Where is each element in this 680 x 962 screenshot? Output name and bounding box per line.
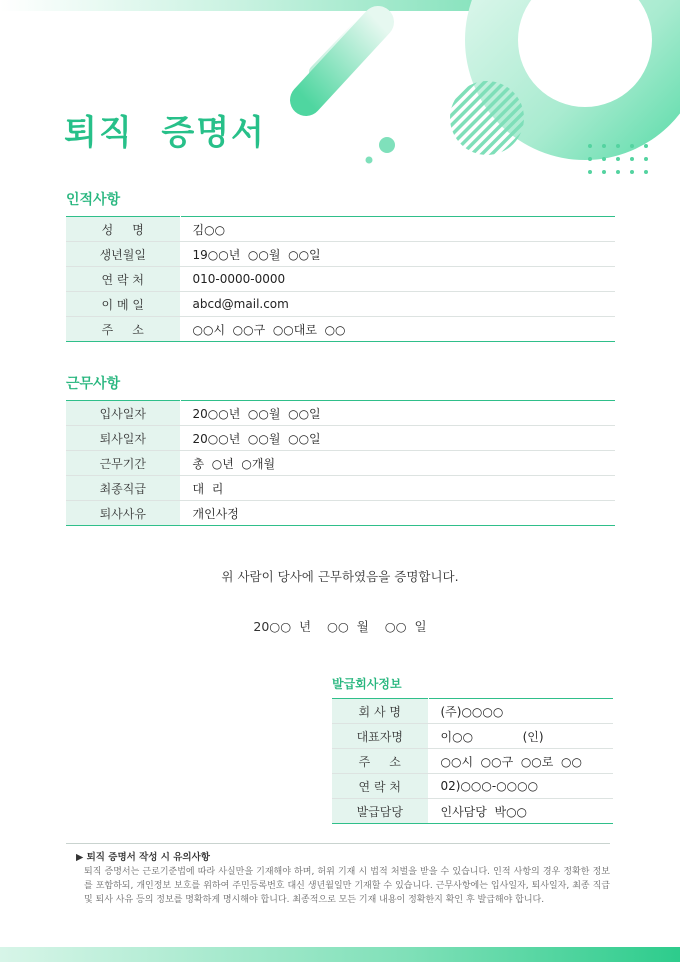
issuer-section-title: 발급회사정보	[332, 677, 402, 691]
row-label: 대표자명	[332, 724, 428, 749]
row-value: ○○시 ○○구 ○○대로 ○○	[180, 317, 615, 342]
table-row	[66, 242, 615, 267]
ring-shape	[465, 0, 680, 160]
row-label: 퇴사일자	[66, 426, 180, 451]
personal-info-table	[66, 216, 615, 342]
certification-statement: 위 사람이 당사에 근무하였음을 증명합니다.	[221, 569, 459, 584]
top-gradient-bar	[0, 0, 680, 11]
row-label: 퇴사사유	[66, 501, 180, 526]
row-value: 02)○○○-○○○○	[428, 774, 613, 799]
row-value: 20○○년 ○○월 ○○일	[180, 426, 615, 451]
table-row	[66, 501, 615, 526]
table-row	[66, 267, 615, 292]
employment-section-title: 근무사항	[66, 376, 121, 392]
row-value: 19○○년 ○○월 ○○일	[180, 242, 615, 267]
row-label: 연 락 처	[332, 774, 428, 799]
table-row	[332, 799, 613, 824]
decorative-shapes	[0, 0, 680, 200]
pill-shape-light	[316, 26, 360, 72]
table-row	[332, 774, 613, 799]
row-label: 주 소	[66, 317, 180, 342]
pill-shape	[306, 22, 378, 100]
dot-large	[379, 137, 395, 153]
row-value: 총 ○년 ○개월	[180, 451, 615, 476]
row-value: 개인사정	[180, 501, 615, 526]
dot-small	[366, 157, 373, 164]
dot-grid	[588, 144, 648, 174]
notes-section	[66, 843, 610, 907]
table-row	[66, 217, 615, 242]
table-row	[332, 749, 613, 774]
table-row	[66, 401, 615, 426]
employment-info-table	[66, 400, 615, 526]
row-label: 이 메 일	[66, 292, 180, 317]
issuer-info-table	[332, 698, 613, 824]
document-title: 퇴직 증명서	[64, 113, 266, 153]
row-value: 인사담당 박○○	[428, 799, 613, 824]
row-label: 입사일자	[66, 401, 180, 426]
row-value: 김○○	[180, 217, 615, 242]
row-label: 주 소	[332, 749, 428, 774]
row-value: ○○시 ○○구 ○○로 ○○	[428, 749, 613, 774]
table-row	[66, 292, 615, 317]
row-value: 대 리	[180, 476, 615, 501]
row-value: 20○○년 ○○월 ○○일	[180, 401, 615, 426]
row-value: 이○○ (인)	[428, 724, 613, 749]
row-label: 생년월일	[66, 242, 180, 267]
table-row	[332, 724, 613, 749]
personal-section-title: 인적사항	[66, 192, 121, 208]
table-row	[66, 451, 615, 476]
issue-date: 20○○ 년 ○○ 월 ○○ 일	[253, 619, 427, 634]
row-label: 발급담당	[332, 799, 428, 824]
table-row	[66, 426, 615, 451]
table-row	[66, 476, 615, 501]
row-label: 근무기간	[66, 451, 180, 476]
row-label: 연 락 처	[66, 267, 180, 292]
notes-title: ▶ 퇴직 증명서 작성 시 유의사항	[76, 852, 210, 863]
bottom-gradient-bar	[0, 947, 680, 962]
row-value: (주)○○○○	[428, 699, 613, 724]
row-value: 010-0000-0000	[180, 267, 615, 292]
row-label: 성 명	[66, 217, 180, 242]
row-value: abcd@mail.com	[180, 292, 615, 317]
table-row	[66, 317, 615, 342]
striped-circle	[448, 80, 528, 160]
table-row	[332, 699, 613, 724]
row-label: 최종직급	[66, 476, 180, 501]
notes-body: 퇴직 증명서는 근로기준법에 따라 사실만을 기재해야 하며, 허위 기재 시 법적 처벌을 받을 수 있습니다. 인적 사항의 경우 정확한 정보를 포함하되, 개인정보 보호를 위하여 주민등록번호 대신 생년월일만 기재할 수 있습니다. 근무사항에는 입사일자, 퇴사일자, 최종 직급 및 퇴사 사유 등의 정보를 명확하게 명시해야 합니다. 최종적으로 모든 기재 내용이 정확한지 확인 후 발급해야 합니다.	[84, 867, 610, 905]
row-label: 회 사 명	[332, 699, 428, 724]
